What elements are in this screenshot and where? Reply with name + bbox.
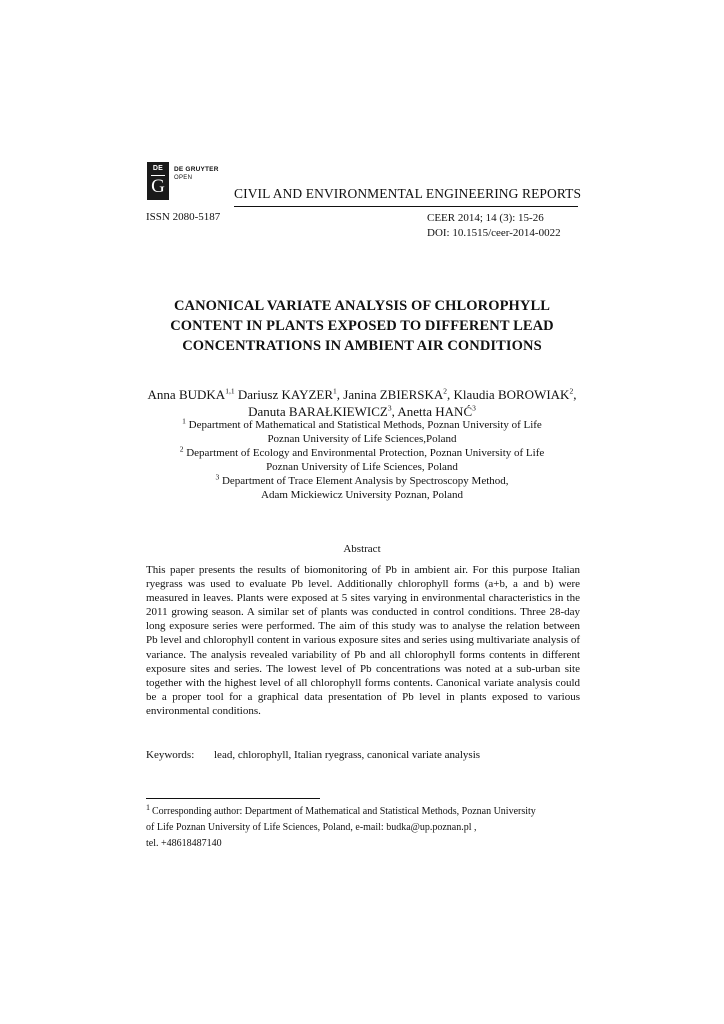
author-affiliation-mark: 3 bbox=[472, 403, 476, 413]
title-line: CANONICAL VARIATE ANALYSIS OF CHLOROPHYLL bbox=[173, 298, 551, 314]
author-affiliation-mark: 1 bbox=[333, 386, 337, 396]
affiliation-mark: 1 bbox=[182, 416, 186, 426]
title-line: CONTENT IN PLANTS EXPOSED TO DIFFERENT LEAD bbox=[170, 318, 554, 334]
keywords-label: Keywords: bbox=[146, 749, 195, 761]
affiliation-line: Poznan University of Life Sciences,Poland bbox=[267, 433, 457, 445]
author-name: Dariusz KAYZER bbox=[237, 387, 334, 402]
title-line: CONCENTRATIONS IN AMBIENT AIR CONDITIONS bbox=[182, 338, 542, 354]
logo-letter: G bbox=[151, 176, 165, 197]
author-affiliation-mark: 1,1 bbox=[225, 386, 235, 396]
keywords bbox=[146, 749, 480, 761]
issn: ISSN 2080-5187 bbox=[146, 211, 221, 223]
paper-title bbox=[140, 296, 584, 356]
affiliation bbox=[140, 418, 584, 432]
affiliations bbox=[140, 418, 584, 502]
journal-title: CIVIL AND ENVIRONMENTAL ENGINEERING REPORTS bbox=[234, 186, 582, 201]
citation-block bbox=[427, 211, 561, 241]
affiliation-mark: 3 bbox=[215, 472, 220, 482]
affiliation-line: Adam Mickiewicz University Poznan, Poland bbox=[261, 489, 463, 501]
footnote-text: Corresponding author: Department of Mathematical and Statistical Methods, Poznan University bbox=[152, 806, 536, 817]
abstract-text: This paper presents the results of biomonitoring of Pb in ambient air. For this purpose Italian ryegrass was used to evaluate Pb level. Additionally chlorophyll forms (a+b, a and b) were measured in leaves. Plants were exposed at 5 sites varying in environmental characteristics in the 2011 growing season. A similar set of plants was conducted in control conditions. Three 28-day long exposure series were performed. The aim of this study was to analyse the relation between Pb level and chlorophyll content in various exposure sites and series using multivariate analysis of variance. The analysis revealed variability of Pb and all chlorophyll forms contents in different exposure sites and series. The lowest level of Pb concentrations was noted at a sub-urban site together with the highest level of all chlorophyll forms contents. Canonical variate analysis could be a proper tool for a graphical data presentation of Pb level in plants exposed to various environmental conditions. bbox=[146, 564, 580, 717]
footnote-mark: 1 bbox=[146, 802, 150, 812]
doi[interactable]: DOI: 10.1515/ceer-2014-0022 bbox=[427, 227, 561, 239]
header-divider bbox=[234, 206, 578, 207]
publisher-logo bbox=[147, 162, 169, 200]
publisher-name: DE GRUYTER bbox=[174, 166, 219, 173]
author-list: Anna BUDKA$^{1,1}$ Dariusz KAYZER$^1$, Janina ZBIERSKA$^2$, Klaudia BOROWIAK$^2$, Danuta BARAŁKIEWICZ$^3$, Anetta HANĆ$^3$ bbox=[147, 386, 577, 419]
author-affiliation-mark: 2 bbox=[569, 386, 574, 396]
affiliation-mark: 2 bbox=[179, 444, 184, 454]
footnote-line: tel. +48618487140 bbox=[146, 838, 222, 849]
affiliation-line: Department of Trace Element Analysis by Spectroscopy Method, bbox=[221, 475, 509, 487]
footnote bbox=[146, 804, 586, 852]
author-name: Janina ZBIERSKA bbox=[343, 387, 444, 402]
footnote-divider bbox=[146, 798, 320, 799]
footnote-line: of Life Poznan University of Life Sciences, Poland, e-mail: budka@up.poznan.pl , bbox=[146, 822, 477, 833]
affiliation bbox=[140, 446, 584, 460]
author-name: Danuta BARAŁKIEWICZ bbox=[248, 404, 388, 419]
publisher-wordmark bbox=[174, 166, 219, 182]
author-affiliation-mark: 2 bbox=[443, 386, 448, 396]
affiliation-line: Poznan University of Life Sciences, Poland bbox=[266, 461, 458, 473]
author-affiliation-mark: 3 bbox=[387, 403, 392, 413]
affiliation-line: Department of Ecology and Environmental Protection, Poznan University of Life bbox=[186, 447, 545, 459]
affiliation bbox=[140, 474, 584, 488]
abstract-heading: Abstract bbox=[343, 543, 381, 555]
author-name: Anna BUDKA bbox=[147, 387, 226, 402]
logo-top-text: DE bbox=[152, 165, 164, 172]
affiliation-line: Department of Mathematical and Statistical Methods, Poznan University of Life bbox=[188, 419, 542, 431]
author-name: Anetta HANĆ bbox=[397, 404, 473, 419]
publisher-sub: OPEN bbox=[174, 175, 193, 181]
citation: CEER 2014; 14 (3): 15-26 bbox=[427, 212, 544, 224]
footnote-line bbox=[146, 804, 586, 820]
keywords-list: lead, chlorophyll, Italian ryegrass, canonical variate analysis bbox=[214, 749, 481, 761]
author-name: Klaudia BOROWIAK bbox=[453, 387, 570, 402]
